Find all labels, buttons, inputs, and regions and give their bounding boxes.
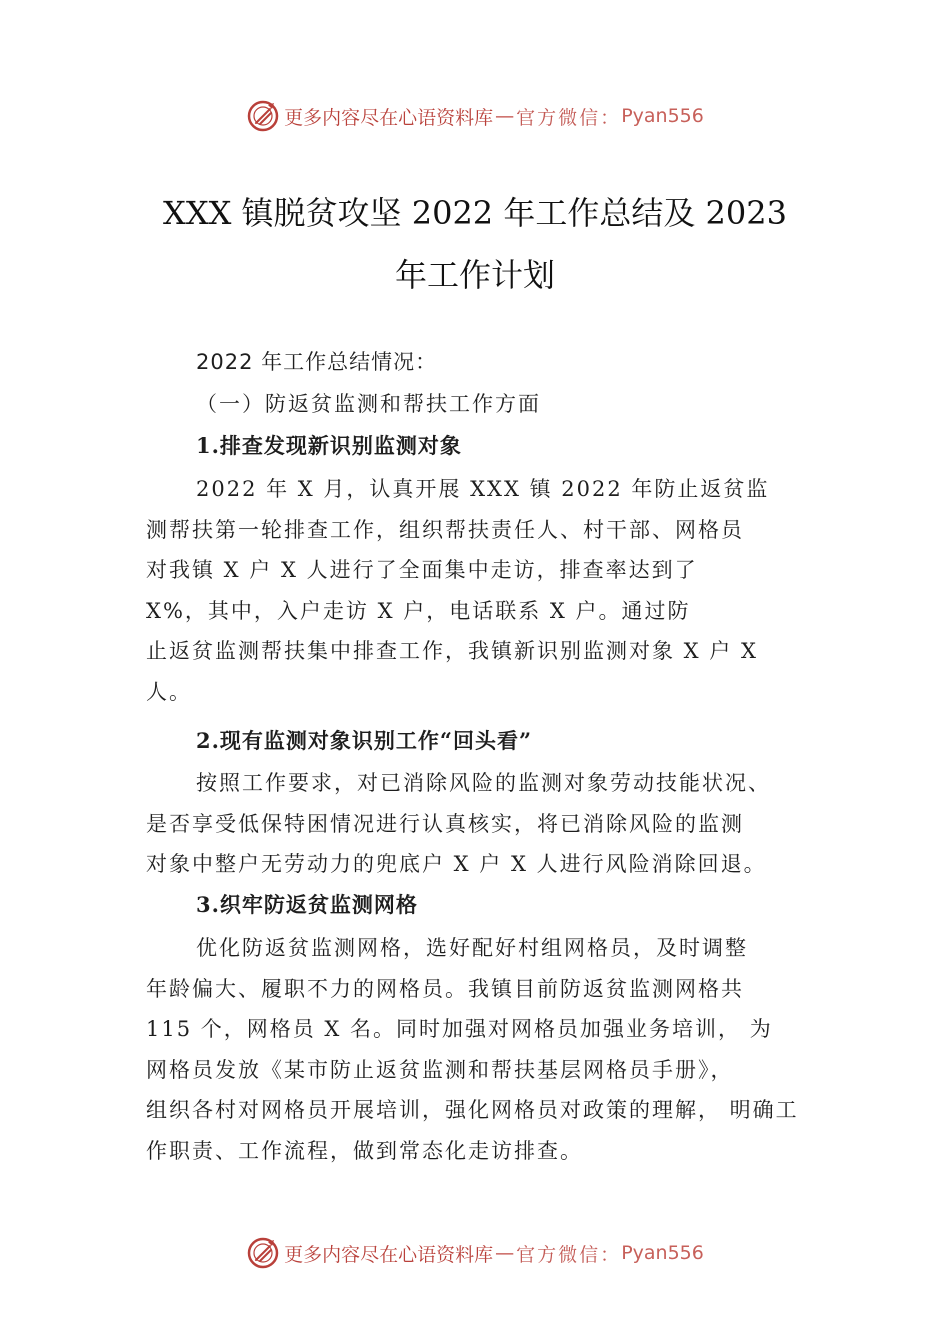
body-line: 组织各村对网格员开展培训，强化网格员对政策的理解， 明确工 xyxy=(146,1098,799,1122)
seal-logo-icon xyxy=(246,1236,280,1270)
item-1-body xyxy=(146,469,836,712)
body-line: 对我镇 X 户 X 人进行了全面集中走访，排查率达到了 xyxy=(146,558,698,582)
title-line-1: XXX 镇脱贫攻坚 2022 年工作总结及 2023 xyxy=(163,194,787,232)
body-line: 作职责、工作流程，做到常态化走访排查。 xyxy=(146,1138,583,1163)
watermark-label: 官方微信： xyxy=(516,106,622,129)
watermark-wechat-id: Pyan556 xyxy=(621,105,704,127)
body-line: 115 个，网格员 X 名。同时加强对网格员加强业务培训， 为 xyxy=(146,1017,773,1041)
item-2-body xyxy=(146,763,836,885)
item-1-heading: 1.排查发现新识别监测对象 xyxy=(196,433,462,458)
body-line: 人。 xyxy=(146,679,192,704)
seal-logo-icon xyxy=(246,99,280,133)
section-heading: 2022 年工作总结情况： xyxy=(196,350,438,374)
document-title xyxy=(120,182,830,306)
body-line: 按照工作要求，对已消除风险的监测对象劳动技能状况、 xyxy=(196,771,771,795)
body-line: X%，其中，入户走访 X 户，电话联系 X 户。通过防 xyxy=(146,598,691,623)
body-line: 是否享受低保特困情况进行认真核实，将已消除风险的监测 xyxy=(146,811,744,836)
watermark-text: 更多内容尽在心语资料库 xyxy=(284,1243,494,1266)
title-line-2: 年工作计划 xyxy=(394,256,555,294)
watermark-header xyxy=(0,96,950,136)
body-line: 年龄偏大、履职不力的网格员。我镇目前防返贫监测网格共 xyxy=(146,976,744,1001)
body-line: 网格员发放《某市防止返贫监测和帮扶基层网格员手册》， xyxy=(146,1057,734,1082)
watermark-separator: — xyxy=(495,1242,515,1264)
watermark-footer xyxy=(0,1233,950,1273)
body-line: 优化防返贫监测网格，选好配好村组网格员，及时调整 xyxy=(196,936,748,960)
watermark-label: 官方微信： xyxy=(516,1243,622,1266)
item-2-heading: 2.现有监测对象识别工作“回头看” xyxy=(196,728,533,753)
section-subheading: （一）防返贫监测和帮扶工作方面 xyxy=(196,392,541,416)
item-3-body xyxy=(146,928,836,1171)
watermark-separator: — xyxy=(495,105,515,127)
body-line: 测帮扶第一轮排查工作，组织帮扶责任人、村干部、网格员 xyxy=(146,517,744,542)
item-3-heading: 3.织牢防返贫监测网格 xyxy=(196,892,418,917)
watermark-text: 更多内容尽在心语资料库 xyxy=(284,106,494,129)
watermark-wechat-id: Pyan556 xyxy=(621,1242,704,1264)
body-line: 2022 年 X 月，认真开展 XXX 镇 2022 年防止返贫监 xyxy=(196,477,770,501)
body-line: 对象中整户无劳动力的兜底户 X 户 X 人进行风险消除回退。 xyxy=(146,852,767,876)
body-line: 止返贫监测帮扶集中排查工作，我镇新识别监测对象 X 户 X xyxy=(146,639,758,663)
